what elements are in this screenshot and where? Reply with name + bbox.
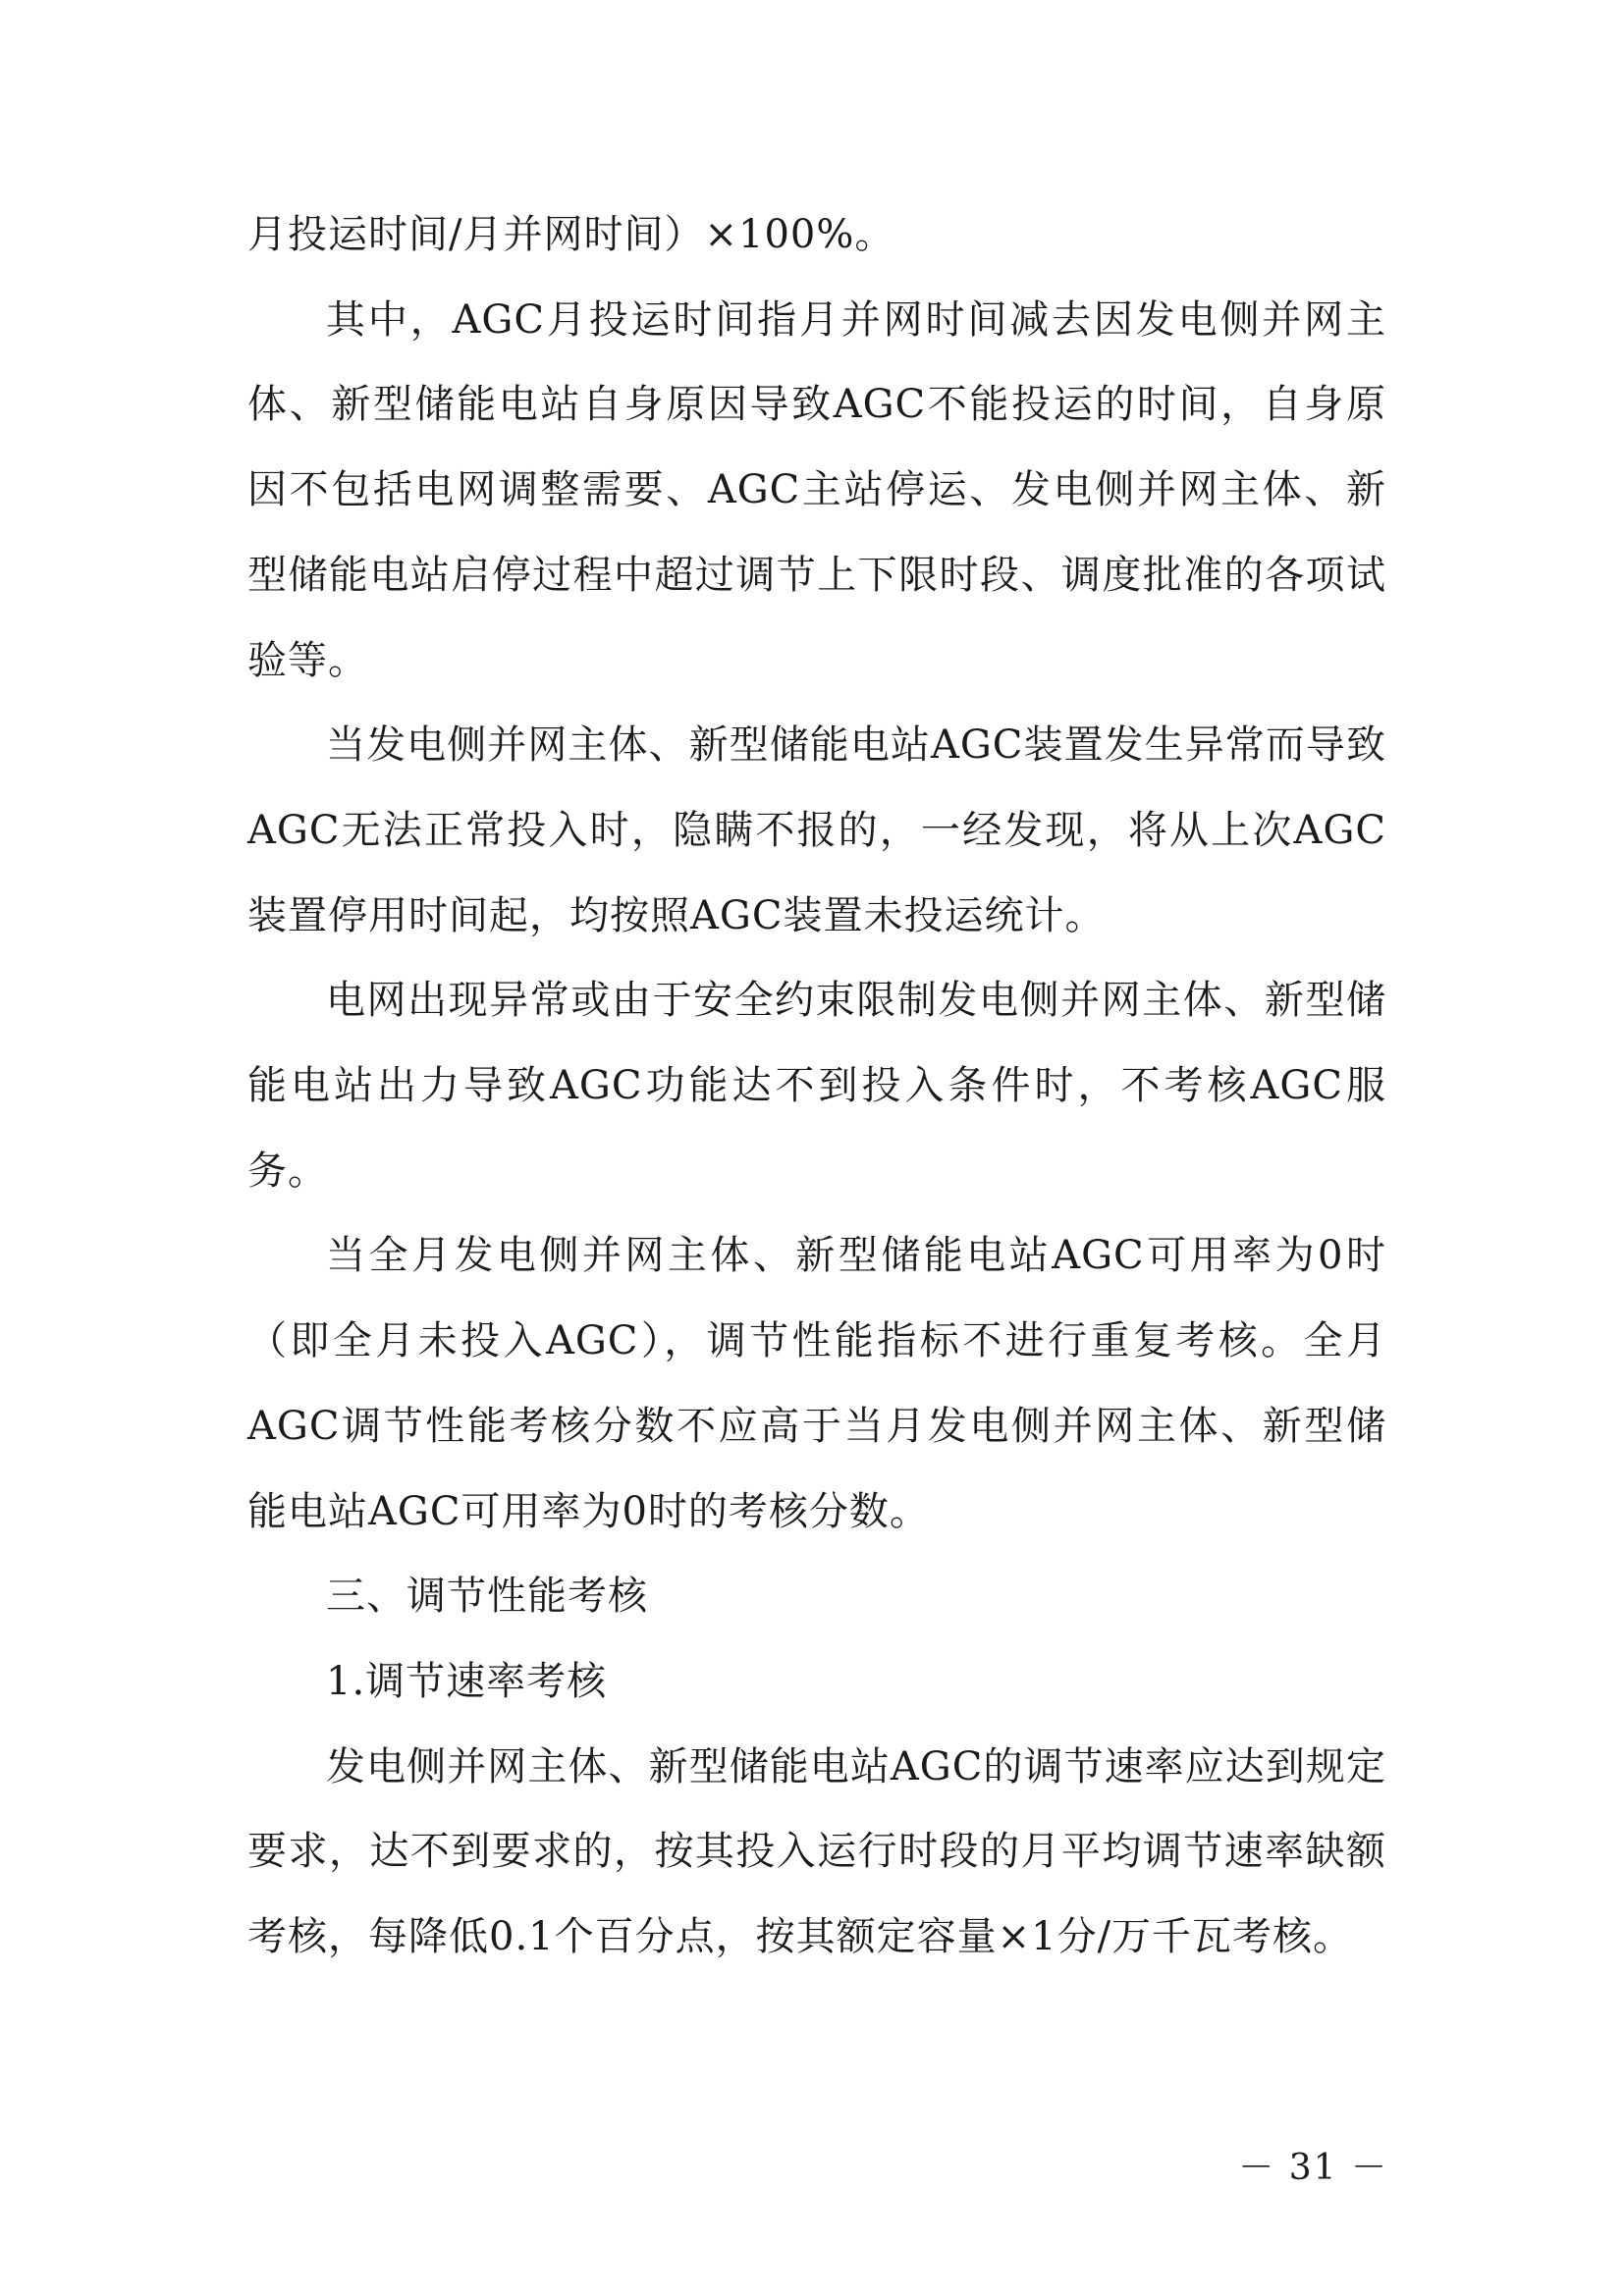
- section-heading-regulation-performance: 三、调节性能考核: [326, 1574, 648, 1620]
- paragraph-agc-operation-time: 其中，AGC月投运时间指月并网时间减去因发电侧并网主体、新型储能电站自身原因导致AGC不能投运的时间，自身原因不包括电网调整需要、AGC主站停运、发电侧并网主体、新型储能电站启停过程中超过调节上下限时段、调度批准的各项试验等。: [247, 296, 1386, 683]
- paragraph-zero-availability: 当全月发电侧并网主体、新型储能电站AGC可用率为0时（即全月未投入AGC），调节性能指标不进行重复考核。全月AGC调节性能考核分数不应高于当月发电侧并网主体、新型储能电站AGC可用率为0时的考核分数。: [247, 1233, 1386, 1534]
- paragraph-agc-abnormal-concealment: 当发电侧并网主体、新型储能电站AGC装置发生异常而导致AGC无法正常投入时，隐瞒不报的，一经发现，将从上次AGC装置停用时间起，均按照AGC装置未投运统计。: [247, 722, 1386, 938]
- page-number: － 31 －: [1238, 2148, 1388, 2188]
- document-body: [247, 192, 1386, 1980]
- subsection-heading-regulation-rate: 1.调节速率考核: [326, 1658, 608, 1704]
- paragraph-regulation-rate-assessment: 发电侧并网主体、新型储能电站AGC的调节速率应达到规定要求，达不到要求的，按其投入运行时段的月平均调节速率缺额考核，每降低0.1个百分点，按其额定容量×1分/万千瓦考核。: [247, 1743, 1386, 1960]
- paragraph-formula-end: 月投运时间/月并网时间）×100%。: [247, 212, 895, 257]
- paragraph-grid-abnormal-exemption: 电网出现异常或由于安全约束限制发电侧并网主体、新型储能电站出力导致AGC功能达不到投入条件时，不考核AGC服务。: [247, 978, 1386, 1194]
